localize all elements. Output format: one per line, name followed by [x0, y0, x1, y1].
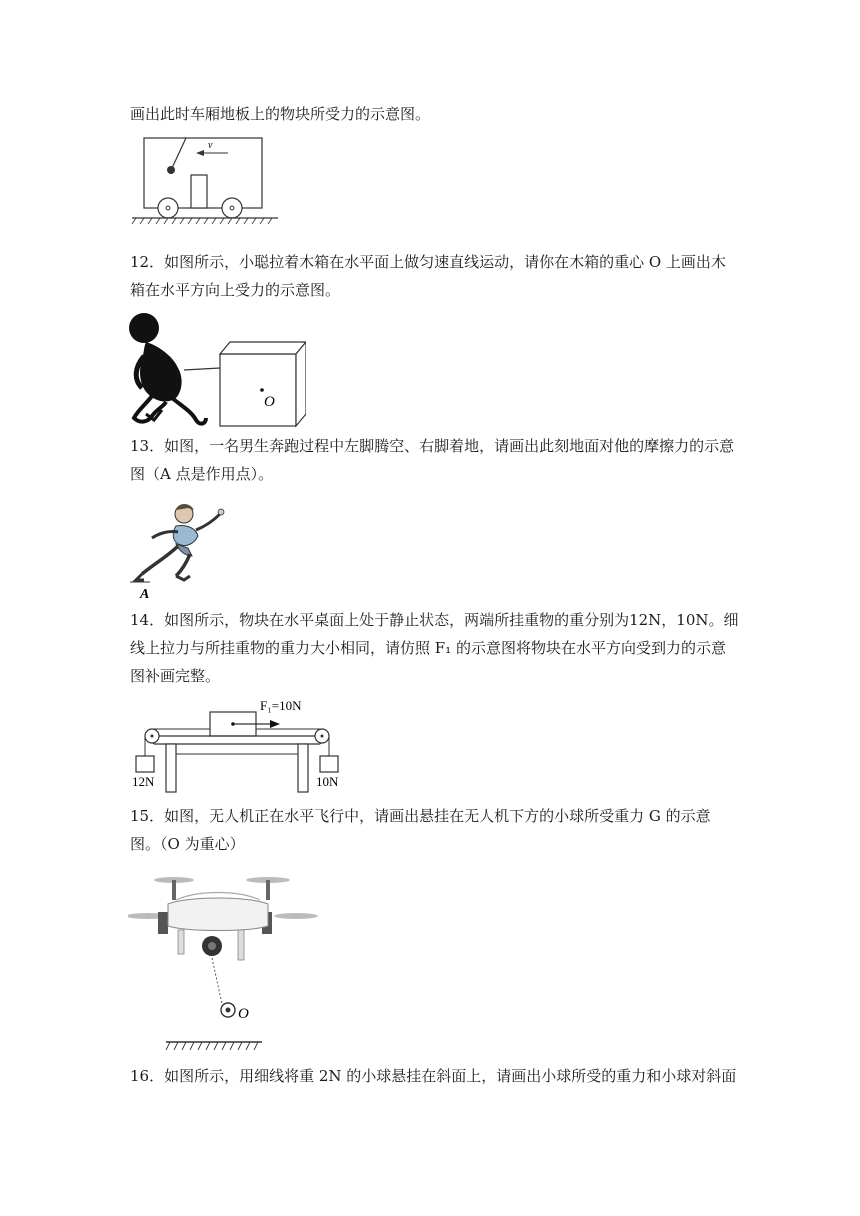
point-label: A — [140, 587, 150, 600]
question-text: 如图所示，物块在水平桌面上处于静止状态，两端所挂重物的重分别为12N，10N。细线上拉力与所挂重物的重力大小相同，请仿照 F₁ 的示意图将物块在水平方向受到力的示意图补画完整。 — [130, 611, 739, 685]
center-label: O — [264, 394, 275, 410]
running-boy-figure — [128, 500, 228, 600]
velocity-label: v — [208, 140, 213, 151]
drone-figure — [128, 866, 318, 1056]
question-text: 如图，无人机正在水平飞行中，请画出悬挂在无人机下方的小球所受重力 G 的示意图。（O 为重心） — [130, 807, 711, 853]
question-text: 如图，一名男生奔跑过程中左脚腾空、右脚着地，请画出此刻地面对他的摩擦力的示意图（A 点是作用点）。 — [130, 437, 735, 483]
pulling-box-figure — [126, 306, 306, 430]
cart-figure — [130, 133, 280, 225]
force-label: F₁=10N — [260, 698, 302, 713]
question-number: 16． — [130, 1067, 165, 1085]
center-label: O — [238, 1006, 249, 1022]
left-weight-label: 12N — [132, 774, 155, 789]
question-number: 14． — [130, 611, 165, 629]
question-number: 13． — [130, 437, 165, 455]
question-text: 如图所示，用细线将重 2N 的小球悬挂在斜面上，请画出小球所受的重力和小球对斜面 — [164, 1067, 737, 1085]
question-11-tail: 画出此时车厢地板上的物块所受力的示意图。 — [130, 105, 431, 123]
question-16 — [130, 1062, 740, 1090]
question-text: 如图所示，小聪拉着木箱在水平面上做匀速直线运动，请你在木箱的重心 O 上画出木箱在水平方向上受力的示意图。 — [130, 253, 726, 299]
question-14 — [130, 606, 740, 690]
question-13 — [130, 432, 740, 488]
question-number: 12． — [130, 253, 165, 271]
right-weight-label: 10N — [316, 774, 339, 789]
question-number: 15． — [130, 807, 165, 825]
question-12 — [130, 248, 740, 304]
question-15 — [130, 802, 740, 858]
table-pulley-figure — [130, 694, 344, 794]
